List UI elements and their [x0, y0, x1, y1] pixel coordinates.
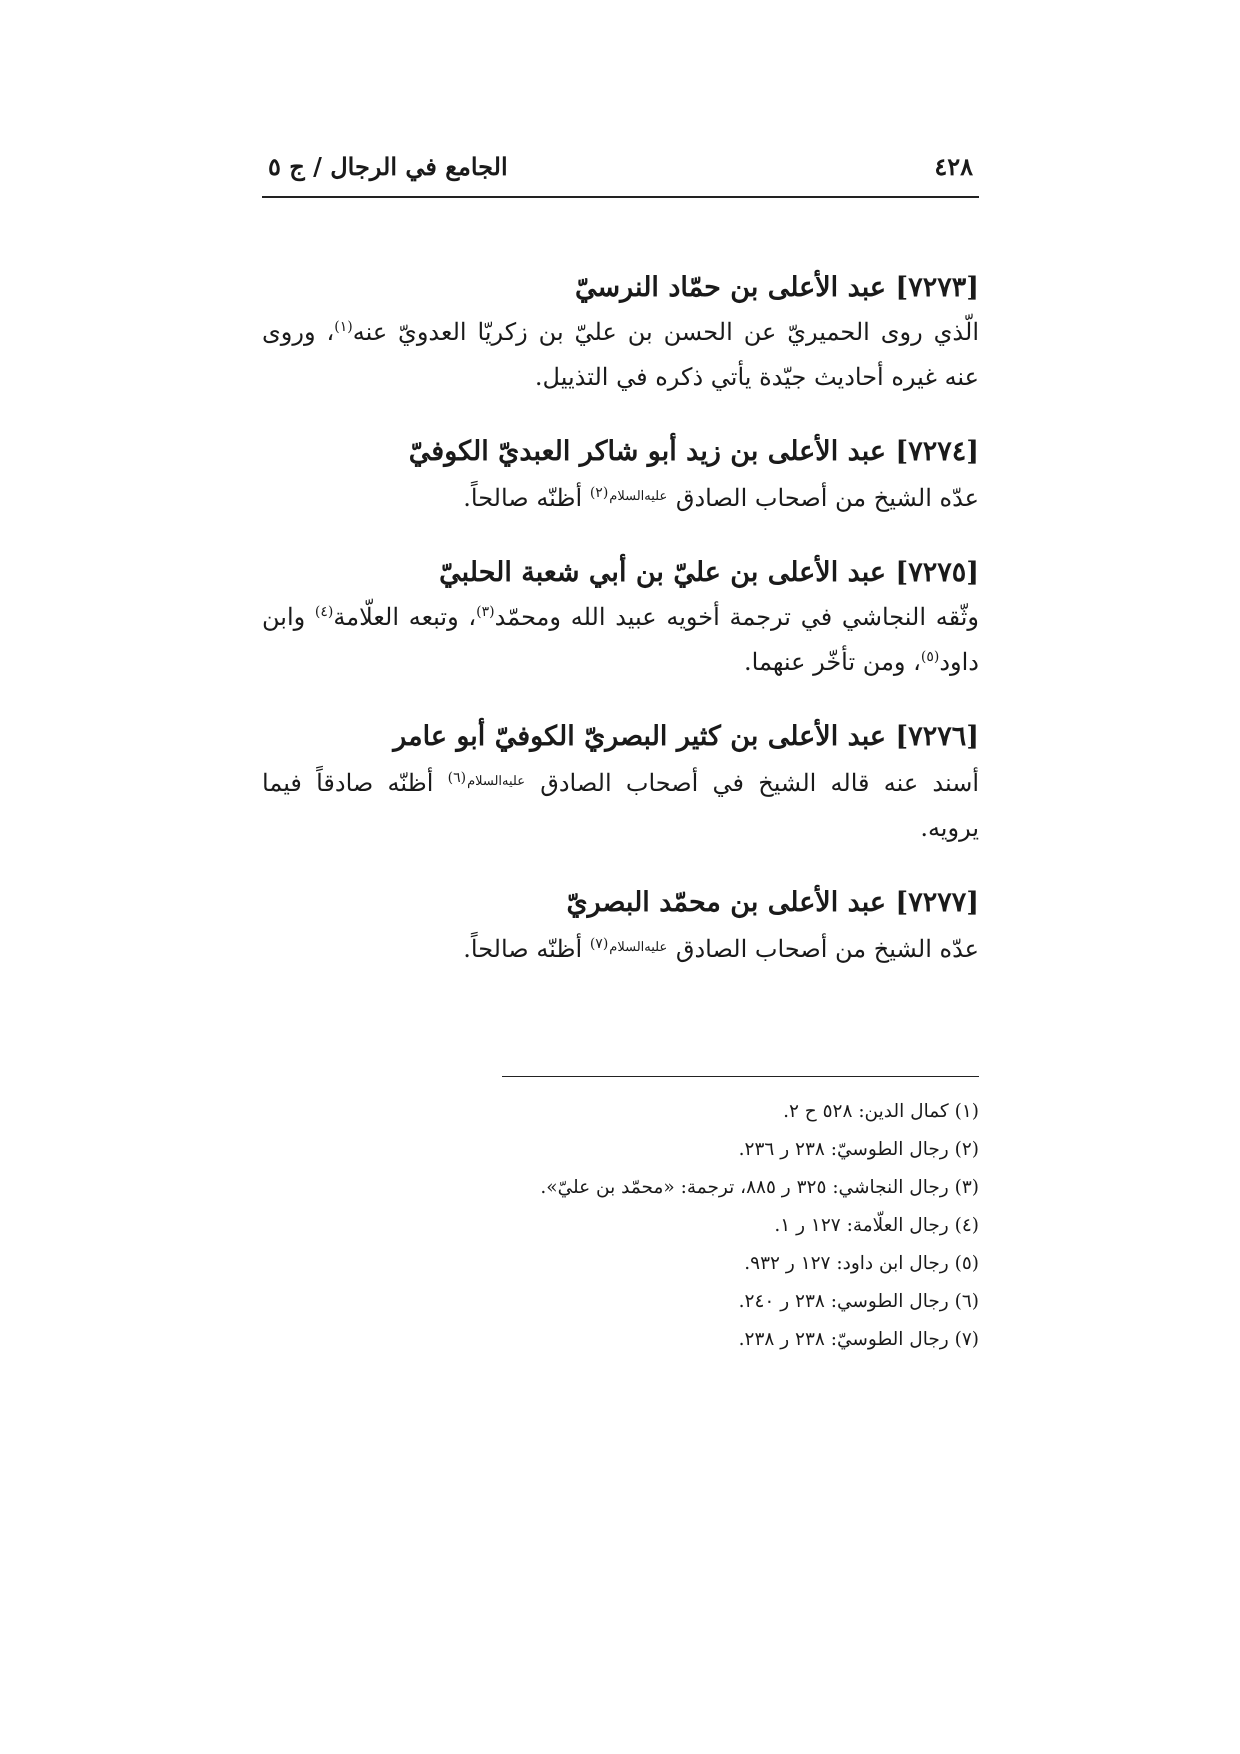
entry-text: أظنّه صالحاً.: [463, 935, 590, 963]
footnote-ref[interactable]: (٣): [476, 604, 495, 620]
footnote-ref[interactable]: (٦): [447, 770, 467, 786]
footnote-3: (٣) رجال النجاشي: ٣٢٥ ر ٨٨٥، ترجمة: «محمّد بن عليّ».: [540, 1177, 979, 1198]
footnote-1: (١) كمال الدين: ٥٢٨ ح ٢.: [783, 1101, 979, 1122]
entry-body: [262, 310, 979, 400]
entry-7274: [262, 430, 979, 521]
entry-text: الّذي روى الحميريّ عن الحسن بن عليّ بن زكريّا العدويّ عنه: [352, 318, 979, 346]
entry-text: ، ومن تأخّر عنهما.: [744, 648, 921, 676]
honorific-glyph: عليه‌السلام: [609, 489, 668, 504]
entry-text: عدّه الشيخ من أصحاب الصادق: [675, 484, 979, 512]
entry-body: [262, 759, 979, 851]
footnote-5: (٥) رجال ابن داود: ١٢٧ ر ٩٣٢.: [744, 1253, 979, 1274]
footnote-6: (٦) رجال الطوسي: ٢٣٨ ر ٢٤٠.: [738, 1291, 979, 1312]
entry-body: [262, 595, 979, 685]
entry-text: عدّه الشيخ من أصحاب الصادق: [675, 935, 979, 963]
entry-7275: [262, 551, 979, 685]
footnote-7: (٧) رجال الطوسيّ: ٢٣٨ ر ٢٣٨.: [738, 1329, 979, 1350]
footnote-ref[interactable]: (٤): [314, 604, 334, 620]
honorific-glyph: عليه‌السلام: [467, 774, 525, 789]
page-number: ٤٢٨: [934, 152, 973, 181]
footnotes-list: [262, 1093, 979, 1359]
footnote-2: (٢) رجال الطوسيّ: ٢٣٨ ر ٢٣٦.: [738, 1139, 979, 1160]
footnote-ref[interactable]: (١): [334, 319, 353, 335]
entry-title: [٧٢٧٤] عبد الأعلى بن زيد أبو شاكر العبديّ الكوفيّ: [408, 436, 979, 467]
footnote-ref[interactable]: (٥): [920, 649, 940, 665]
entry-text: أسند عنه قاله الشيخ في أصحاب الصادق: [540, 769, 979, 797]
running-header: [262, 152, 979, 198]
book-page: [262, 0, 979, 1754]
running-title: الجامع في الرجال / ج ٥: [268, 152, 508, 181]
footnote-4: (٤) رجال العلّامة: ١٢٧ ر ١.: [774, 1215, 979, 1236]
entry-text: ، وروى عنه غيره أحاديث جيّدة يأتي ذكره في التذييل.: [262, 318, 979, 391]
footnote-ref[interactable]: (٧): [589, 936, 609, 952]
entry-text: ، وتبعه العلّامة: [333, 603, 477, 631]
honorific-glyph: عليه‌السلام: [609, 940, 668, 955]
entry-7277: [262, 881, 979, 972]
entry-title: [٧٢٧٣] عبد الأعلى بن حمّاد النرسيّ: [575, 272, 979, 303]
entry-text: أظنّه صالحاً.: [463, 484, 590, 512]
entry-text: وابن داود: [262, 603, 979, 676]
entry-title: [٧٢٧٦] عبد الأعلى بن كثير البصريّ الكوفيّ أبو عامر: [393, 721, 979, 752]
entry-text: أظنّه صادقاً فيما يرويه.: [262, 769, 979, 842]
entry-title: [٧٢٧٧] عبد الأعلى بن محمّد البصريّ: [566, 887, 979, 918]
entry-body: [262, 474, 979, 521]
entry-body: [262, 925, 979, 972]
entry-7276: [262, 715, 979, 851]
entry-title: [٧٢٧٥] عبد الأعلى بن عليّ بن أبي شعبة الحلبيّ: [439, 557, 979, 588]
entry-7273: [262, 266, 979, 400]
footnote-divider: [502, 1076, 979, 1077]
entries-list: [262, 266, 979, 1002]
footnote-ref[interactable]: (٢): [589, 485, 609, 501]
entry-text: وثّقه النجاشي في ترجمة أخويه عبيد الله ومحمّد: [494, 603, 980, 631]
